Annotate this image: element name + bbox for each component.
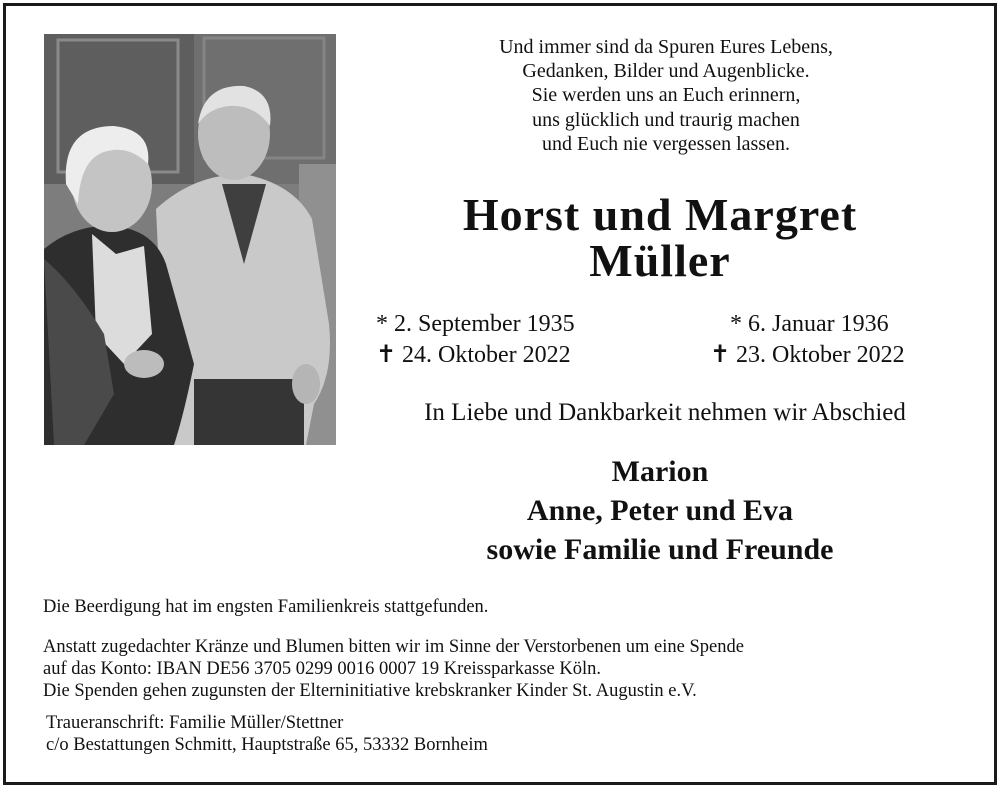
- latin-cross-icon: ✝: [376, 342, 397, 368]
- birth-date-horst: * 2. September 1935: [376, 311, 575, 337]
- mourner-line: sowie Familie und Freunde: [486, 533, 834, 566]
- poem-line: Und immer sind da Spuren Eures Lebens,: [499, 36, 833, 58]
- mourning-address: [46, 712, 488, 756]
- funeral-note: [43, 596, 488, 618]
- donation-line: auf das Konto: IBAN DE56 3705 0299 0016 0007 19 Kreissparkasse Köln.: [43, 659, 602, 679]
- deceased-names: [380, 189, 940, 286]
- mourner-line: Anne, Peter und Eva: [526, 494, 794, 527]
- donation-line: Die Spenden gehen zugunsten der Elterninitiative krebskranker Kinder St. Augustin e.V.: [43, 681, 697, 701]
- death-date-margret: 23. Oktober 2022: [736, 342, 905, 368]
- memorial-poem: [380, 35, 952, 156]
- poem-line: Gedanken, Bilder und Augenblicke.: [522, 60, 810, 83]
- latin-cross-icon: ✝: [710, 342, 731, 368]
- donation-line: Anstatt zugedachter Kränze und Blumen bitten wir im Sinne der Verstorbenen um eine Spende: [43, 637, 744, 657]
- address-line: Traueranschrift: Familie Müller/Stettner: [46, 713, 344, 733]
- birth-date-margret: * 6. Januar 1936: [730, 311, 889, 337]
- death-date-horst: 24. Oktober 2022: [402, 342, 571, 368]
- farewell-text: In Liebe und Dankbarkeit nehmen wir Abschied: [424, 399, 906, 426]
- names-line-1: Horst und Margret: [462, 189, 858, 240]
- poem-line: und Euch nie vergessen lassen.: [542, 132, 790, 155]
- death-date-horst-row: [376, 340, 575, 371]
- mourners: [380, 452, 940, 569]
- poem-line: uns glücklich und traurig machen: [532, 108, 800, 131]
- dates-margret: [710, 309, 905, 371]
- mourner-line: Marion: [611, 455, 709, 488]
- poem-line: Sie werden uns an Euch erinnern,: [531, 84, 801, 107]
- names-line-2: Müller: [589, 235, 731, 286]
- death-date-margret-row: [710, 340, 905, 371]
- donation-note: [43, 636, 744, 702]
- funeral-note-text: Die Beerdigung hat im engsten Familienkreis stattgefunden.: [43, 597, 489, 617]
- couple-photo: [44, 34, 336, 445]
- address-line: c/o Bestattungen Schmitt, Hauptstraße 65, 53332 Bornheim: [46, 735, 488, 755]
- dates-horst: [376, 309, 575, 371]
